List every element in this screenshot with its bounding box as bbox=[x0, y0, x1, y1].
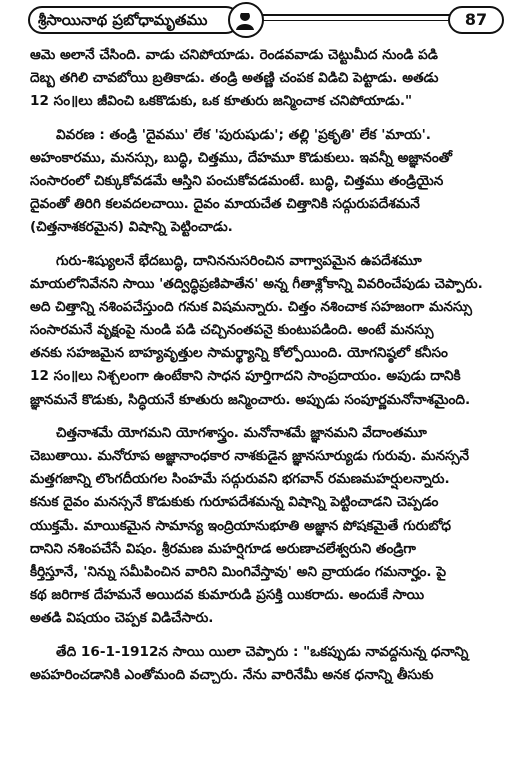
paragraph bbox=[30, 250, 498, 412]
text-line: అపహరించడానికి ఎంతోమంది వచ్చారు. నేను వారినేమీ అనక ధనాన్ని తీసుకు bbox=[30, 666, 434, 683]
text-line: అతడి విషయం చెప్పక విడిచేసారు. bbox=[30, 610, 214, 627]
header-rule bbox=[240, 14, 450, 16]
text-line: 12 సం॥లు జీవించి ఒకకొడుకు, ఒక కూతురు జన్మించాక చనిపోయాడు." bbox=[30, 93, 413, 110]
paragraph bbox=[30, 641, 498, 687]
page-body bbox=[30, 44, 498, 687]
text-line: యుక్తమే. మాయికమైన సామాన్య ఇంద్రియానుభూతి అజ్ఞాన పోషకమైతే గురుబోధ bbox=[30, 517, 452, 534]
text-line: (చిత్తనాశకరమైన) విషాన్ని పెట్టించాడు. bbox=[30, 219, 233, 236]
text-line: దెబ్బ తగిలి చావబోయి బ్రతికాడు. తండ్రి అతణ్ణి చంపక విడిచి పెట్టాడు. అతడు bbox=[30, 70, 439, 87]
book-title: శ్రీసాయినాథ ప్రబోధామృతము bbox=[28, 6, 240, 34]
text-line: కథ జరిగాక దేహమనే అయిదవ కుమారుడి ప్రసక్తి యికరాదు. అందుకే సాయి bbox=[30, 587, 425, 604]
text-line: అది చిత్తాన్ని నశింపచేస్తుంది గనుక విషమన్నారు. చిత్తం నశించాక సహజంగా మనస్సు bbox=[30, 298, 473, 315]
text-line: చిత్తనాశమే యోగమని యోగశాస్త్రం. మనోనాశమే జ్ఞానమని వేదాంతమూ bbox=[56, 424, 427, 441]
text-line: 12 సం॥లు నిశ్చలంగా ఉంటేకాని సాధన పూర్తిగాదని సాంప్రదాయం. అపుడు దానికి bbox=[30, 368, 461, 385]
text-line: ఆమె అలానే చేసింది. వాడు చనిపోయాడు. రెండవవాడు చెట్టుమీద నుండి పడి bbox=[30, 47, 438, 63]
text-line: తేది 16-1-1912న సాయి యిలా చెప్పారు : "ఒకప్పుడు నావద్దనున్న ధనాన్ని bbox=[56, 643, 469, 660]
page-header bbox=[0, 0, 520, 40]
paragraph bbox=[30, 422, 498, 631]
text-line: తనకు సహజమైన బాహ్యవృత్తుల సామర్థ్యాన్ని కోల్పోయింది. యోగనిష్ఠలో కనీసం bbox=[30, 345, 448, 362]
text-line: కనుక దైవం మనస్సనే కొడుకుకు గురూపదేశమన్న విషాన్ని పెట్టించాడని చెప్పడం bbox=[30, 494, 439, 511]
text-line: అహంకారము, మనస్సు, బుద్ధి, చిత్తము, దేహమూ కొడుకులు. ఇవన్నీ అజ్ఞానంతో bbox=[30, 149, 452, 166]
text-line: దానిని నశింపచేసే విషం. శ్రీరమణ మహర్షిగూడ అరుణాచలేశ్వరుని తండ్రిగా bbox=[30, 540, 416, 557]
text-line: సంసారంలో చిక్కుకోవడమే ఆస్తిని పంచుకోవడమంటే. బుద్ధి, చిత్తము తండ్రియైన bbox=[30, 172, 444, 189]
paragraph bbox=[30, 124, 498, 240]
text-line: జ్ఞానమనే కొడుకు, సిద్ధియనే కూతురు జన్మించారు. అప్పుడు సంపూర్ణమనోనాశమైంది. bbox=[30, 391, 471, 408]
page-number: 87 bbox=[448, 6, 504, 34]
paragraph bbox=[30, 44, 498, 114]
header-rule-thin bbox=[240, 20, 450, 21]
text-line: మాయలోనివేనని సాయి 'తద్విద్ధిప్రణిపాతేన' అన్న గీతాశ్లోకాన్ని వివరించేపుడు చెప్పారు. bbox=[30, 275, 483, 292]
text-line: గురు-శిష్యులనే భేదబుద్ధి, దానిననుసరించిన వాగ్వాపమైన ఉపదేశమూ bbox=[56, 252, 422, 269]
text-line: కీర్తిస్తూనే, 'నిన్ను సమీపించిన వారిని మింగివేస్తావు' అని వ్రాయడం గమనార్హం. పై bbox=[30, 563, 446, 580]
text-line: చెబుతాయి. మనోరూప అజ్ఞానాంధకార నాశకుడైన జ్ఞానసూర్యుడు గురువు. మనస్సనే bbox=[30, 448, 470, 464]
text-line: మత్తగజాన్ని లొంగదీయగల సింహమే సద్గురువని భగవాన్ రమణమహర్షులన్నారు. bbox=[30, 471, 450, 488]
text-line: దైవంతో తిరిగి కలవదలచాయి. దైవం మాయచేత చిత్తానికి సద్గురుపదేశమనే bbox=[30, 196, 420, 213]
text-line: సంసారమనే వృక్షంపై నుండి పడి చచ్చినంతపనై కుంటుపడింది. అంటే మనస్సు bbox=[30, 322, 434, 339]
text-line: వివరణ : తండ్రి 'దైవము' లేక 'పురుషుడు'; తల్లి 'ప్రకృతి' లేక 'మాయ'. bbox=[56, 126, 431, 143]
sai-portrait-icon bbox=[228, 2, 264, 38]
